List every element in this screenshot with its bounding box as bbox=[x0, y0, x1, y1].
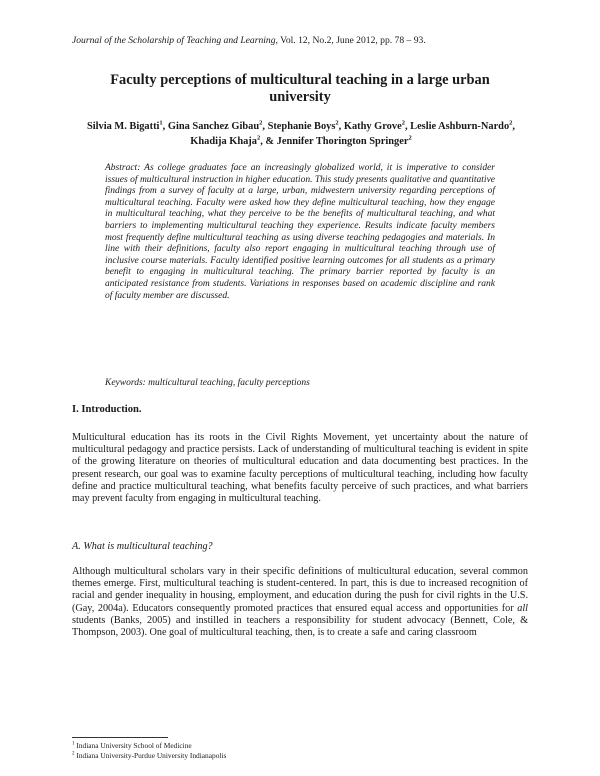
footnote-1 bbox=[72, 741, 192, 750]
footnote-1-text: Indiana University School of Medicine bbox=[76, 741, 192, 750]
footnote-2 bbox=[72, 751, 226, 760]
footnote-2-number: 2 bbox=[72, 751, 75, 757]
author-affiliation: 2 bbox=[256, 134, 261, 142]
author-separator: , bbox=[338, 121, 344, 132]
section-heading-introduction: I. Introduction. bbox=[72, 404, 142, 415]
author-affiliation: 2 bbox=[408, 134, 412, 142]
author-affiliation: 2 bbox=[509, 119, 513, 127]
author-affiliation: 2 bbox=[335, 119, 339, 127]
author-name: Silvia M. Bigatti bbox=[86, 121, 160, 132]
paragraph-text-end: students (Banks, 2005) and instilled in teachers a responsibility for student advocacy (Bennett, Cole, & Thompson, 2003). One goal of multicultural teaching, then, is to create a safe and caring classroom bbox=[72, 614, 528, 639]
author-list bbox=[68, 119, 534, 149]
author-name: Gina Sanchez Gibau bbox=[167, 121, 260, 132]
keywords: Keywords: multicultural teaching, faculty perceptions bbox=[105, 378, 310, 388]
subsection-heading-multicultural-teaching: A. What is multicultural teaching? bbox=[72, 541, 213, 552]
author-affiliation: 1 bbox=[159, 119, 163, 127]
author-separator: , bbox=[162, 121, 168, 132]
author-name: Jennifer Thorington Springer bbox=[276, 136, 409, 147]
journal-header bbox=[72, 35, 426, 46]
multicultural-teaching-paragraph bbox=[72, 566, 528, 639]
author-name: Stephanie Boys bbox=[267, 121, 336, 132]
author-name: Khadija Khaja bbox=[190, 136, 257, 147]
author-affiliation: 2 bbox=[401, 119, 405, 127]
journal-name: Journal of the Scholarship of Teaching and Learning bbox=[72, 35, 276, 46]
abstract: Abstract: As college graduates face an increasingly globalized world, it is imperative to consider issues of multicultural instruction in higher education. This study presents qualitative and quantitative findings from a survey of faculty at a large, urban, midwestern university regarding perceptions of multicultural teaching. Faculty were asked how they define multicultural teaching, how they engage in multicultural teaching, what they perceive to be the benefits of multicultural teaching, and what barriers to implementing multicultural teaching they experience. Results indicate faculty members most frequently define multicultural teaching as using diverse teaching pedagogies and materials. In line with their definitions, faculty also report engaging in multicultural teaching through use of inclusive course materials. Faculty identified positive learning outcomes for all students as a primary benefit to engaging in multicultural teaching. The primary barrier reported by faculty is an anticipated resistance from students. Variations in responses based on academic discipline and rank of faculty member are discussed. bbox=[105, 163, 495, 301]
introduction-paragraph: Multicultural education has its roots in the Civil Rights Movement, yet uncertainty about the nature of multicultural pedagogy and practice persists. Lack of understanding of multicultural teaching is evident in spite of the growing literature on theories of multicultural education and data documenting best practices. In the present research, our goal was to examine faculty perceptions of multicultural teaching, including how faculty define and practice multicultural teaching, what benefits faculty perceive of such practices, and what barriers may prevent faculty from engaging in multicultural teaching. bbox=[72, 432, 528, 505]
author-separator: , bbox=[262, 121, 268, 132]
author-separator: , bbox=[404, 121, 411, 132]
footnote-2-text: Indiana University-Purdue University Indianapolis bbox=[76, 751, 227, 760]
author-separator: , bbox=[512, 121, 516, 132]
author-name: Leslie Ashburn-Nardo bbox=[410, 121, 510, 132]
emphasis-all: all bbox=[517, 602, 528, 614]
author-affiliation: 2 bbox=[259, 119, 263, 127]
footnote-1-number: 1 bbox=[72, 741, 75, 747]
author-separator: , & bbox=[260, 136, 277, 147]
author-name: Kathy Grove bbox=[343, 121, 402, 132]
paper-title: Faculty perceptions of multicultural teaching in a large urban university bbox=[110, 72, 490, 105]
footnote-divider bbox=[72, 737, 168, 738]
paragraph-text-start: Although multicultural scholars vary in their specific definitions of multicultural education, several common themes emerge. First, multicultural teaching is student-centered. In part, this is due to increased recognition of racial and gender inequality in housing, employment, and education during the push for civil rights in the U.S. (Gay, 2004a). Educators consequently promoted practices that ensured equal access and opportunities for bbox=[72, 566, 528, 614]
journal-citation: , Vol. 12, No.2, June 2012, pp. 78 – 93. bbox=[275, 35, 426, 46]
